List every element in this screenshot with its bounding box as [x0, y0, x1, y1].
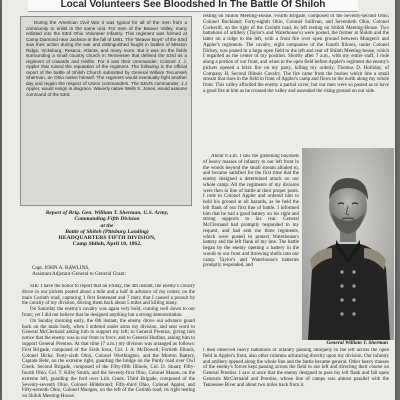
newsletter-page	[2, 0, 395, 400]
addressee-name: Capt. JOHN A. RAWLINS,	[32, 265, 90, 271]
report-addressee	[32, 265, 192, 277]
right-top-text: resting on Shiloh Meeting-House. Fourth Brigade, composed of the Seventy-second Ohio, Colonel Buckland; Forty-eighth Ohio, Colonel Sullivan, and Seventieth Ohio, Colonel Cockerill, on the right of the Corinth road, its left resting on Shiloh Meeting-House. Two battalions of artillery (Taylor's and Waterhouse's) were posted, the former at Shiloh and the latter on a ridge to the left, with a front fire over open ground between Mungen's and Appler's regiments. The cavalry, eight companies of the Fourth Illinois, under Colonel Dickey, was posted in a large open field to the left and rear of Shiloh Meeting-house, which I regarded as the center of my position. Shortly after 7 a.m., with my entire staff, I rode along a portion of our front, and when in the open field before Appler's regiment the enemy's pickets opened a brisk fire on my party, killing my orderly, Thomas D. Holliday, of Company H, Second Illinois Cavalry. The fire came from the bushes which line a small stream that rises in the field in front of Appler's camp and flows to the north along my whole front. This valley afforded the enemy a partial cover, but our men were so posted as to have a good fire at him as he crossed the valley and ascended the rising ground on our side.	[203, 14, 389, 94]
sherman-portrait-image	[302, 148, 394, 340]
report-heading-line-6: Camp Shiloh, April 10, 1862.	[72, 241, 142, 248]
report-heading-line-4: Battle of Shiloh (Pittsburg Landing)	[65, 228, 149, 235]
report-heading-line-1: Report of Brig. Gen. William T. Sherman, U.S. Army,	[45, 210, 169, 216]
portrait-illustration	[302, 148, 394, 340]
report-heading-line-3: at the	[100, 222, 114, 229]
report-body-right-top	[203, 14, 389, 154]
addressee-role: Assistant Adjutant-General to General Grant:	[32, 271, 126, 277]
article-headline: Local Volunteers See Bloodshed In The Battle Of Shiloh	[28, 0, 358, 12]
report-body-right-bottom	[203, 348, 389, 400]
report-body-left-column	[22, 284, 195, 400]
report-paragraph-2: On Saturday the enemy's cavalry was again very bold, coming well down to our front; yet I did not believe that he designed anything but a strong demonstration.	[22, 307, 195, 318]
report-paragraph-1: SIR: I have the honor to report that on Friday, the 4th instant, the enemy's cavalry drove in our pickets posted about a mile and a half in advance of my center, on the main Corinth road, capturing 1 first lieutenant and 7 men; that I caused a pursuit by the cavalry of my division, driving them back about 5 miles and killing many.	[22, 284, 195, 307]
right-bottom-text: I then observed heavy battalions of infantry passing obliquely to the left across the open field in Appler's front, also other columns advancing directly upon my division. Our infantry and artillery opened along the whole line and the battle became general. Other heavy masses of the enemy's forces kept passing across the field to our left and directing their course on General Prentiss. I saw at once that the enemy designed to pass my left flank and fall upon Generals McClernand and Prentiss, whose line of camps was almost parallel with the Tennessee River and about two miles back from it.	[203, 348, 389, 388]
report-body-right-middle	[203, 154, 299, 344]
intro-text: During the American Civil War it was typical for all of the men from a community to enlist in the same unit. For men of the Beaver Valley, many enlisted into the 53rd Ohio Volunteer Infantry. This regiment was formed at Camp Diamond near Jackson in the fall of 1861. The "Beaver Boys" of the 53rd saw their action during the war and distinguished fought in battles of Mission Ridge, Vicksburg, Resaca, Atlanta, and many more. But it was on the fields surrounding a small country church in Tennessee that defined the 53rd as a regiment of cowards and misfits. For it was their commander, Colonel J. J. Appler that ruined the reputation of the regiment. The following is the official report of the battle of Shiloh Church submitted by General William Tecumseh Sherman, an Ohio native himself. The regiment would eventually fight another day and regain the respect of Union commanders. The 53rd's commander, J.J Appler, would resign in disgrace. Waverly native Wells S. Jones, would assume command of the 53rd.	[26, 20, 187, 97]
intro-sidebar-box	[20, 16, 192, 206]
report-heading	[20, 210, 194, 248]
report-heading-line-2: Commanding Fifth Division	[74, 216, 140, 223]
report-paragraph-3: On Sunday morning early, the 6th instant, the enemy drove our advance guard back on the main body, when I ordered under arms my division, and sent word to General McClernand asking him to support my left; to General Prentiss, giving him notice that the enemy was in our front in force, and to General Hurlbut, asking him to support General Prentiss. At that time (7 a.m.) my division was arranged as follows: First Brigade, composed of the Sixth Iowa, Col. J. A. McDowell; Fortieth Illinois, Colonel Hicks; Forty-sixth Ohio, Colonel Worthington, and the Morton Battery, Captain Behr, on the extreme right, guarding the bridge on the Purdy road over Owl Creek. Second Brigade, composed of the Fifty-fifth Illinois, Col. D. Stuart; Fifty-fourth Ohio, Col. T. Kilby Smith, and the Seventy-first Ohio, Colonel Mason, on the extreme left, guarding the ford over Lick Creek. Third Brigade, composed of the Seventy-seventh Ohio, Colonel Hildebrand; Fifty-third Ohio, Colonel Appler, and Fifty-seventh Ohio, Colonel Mungen, on the left of the Corinth road, its right resting on Shiloh Meeting-House.	[22, 318, 195, 400]
right-middle-text: About 8 a.m. I saw the glistening bayonets of heavy masses of infantry to our left front in the woods beyond the small stream alluded to, and became satisfied for the first time that the enemy designed a determined attack on our whole camp. All the regiments of my division were then in line of battle at their proper posts. I rode to Colonel Appler and ordered him to hold his ground at all hazards, as he held the left flank of our first line of battle. I informed him that he had a good battery on his right and strong supports to his rear. General McClernand had promptly responded to my request, and had sent me three regiments, which were posted to protect Waterhouse's battery and the left flank of my line. The battle began by the enemy opening a battery in the woods to our front and throwing shells into our camp. Taylor's and Waterhouse's batteries promptly responded, and	[203, 154, 299, 269]
portrait-caption: General William T. Sherman	[326, 340, 388, 346]
report-heading-line-5: HEADQUARTERS FIFTH DIVISION,	[58, 235, 156, 242]
